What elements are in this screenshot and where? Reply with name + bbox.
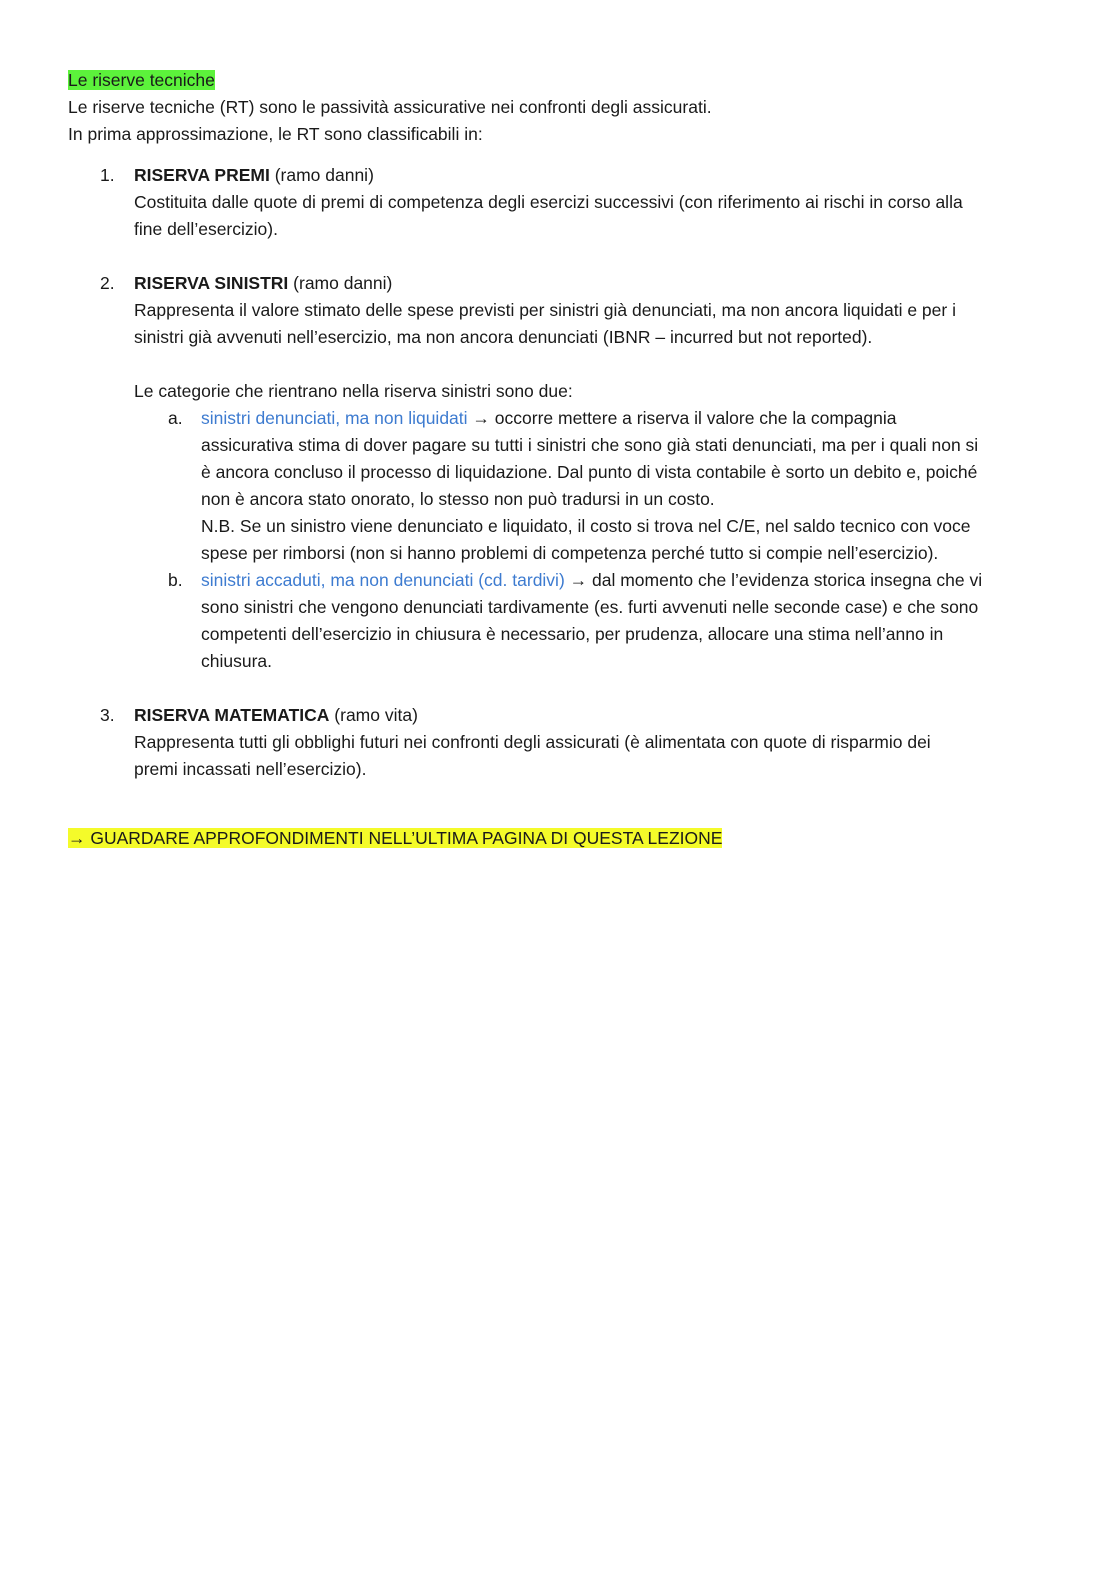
item-1-branch: (ramo danni)	[269, 165, 374, 185]
category-a-heading	[201, 405, 896, 432]
category-b-heading	[201, 567, 982, 594]
footer-note	[68, 825, 722, 852]
category-a-line-2: è ancora concluso il processo di liquidazione. Dal punto di vista contabile è sorto un debito e, poiché	[201, 462, 978, 482]
category-a-line-5: spese per rimborsi (non si hanno problemi di competenza perché tutto si compie nell’esercizio).	[201, 543, 939, 563]
item-3-body-line-1: Rappresenta tutti gli obblighi futuri nei confronti degli assicurati (è alimentata con quote di risparmio dei	[134, 732, 931, 752]
category-b-title: sinistri accaduti, ma non denunciati (cd. tardivi)	[201, 570, 565, 590]
category-b-line-2: competenti dell’esercizio in chiusura è necessario, per prudenza, allocare una stima nell’anno in	[201, 624, 944, 644]
category-b-line-1: sono sinistri che vengono denunciati tardivamente (es. furti avvenuti nelle seconde case) e che sono	[201, 597, 979, 617]
item-2-body-line-1: Rappresenta il valore stimato delle spese previsti per sinistri già denunciati, ma non ancora liquidati e per i	[134, 300, 956, 320]
category-b-arrow-text: → dal momento che l’evidenza storica insegna che vi	[564, 570, 983, 590]
item-1-name: RISERVA PREMI	[134, 165, 270, 185]
item-2-name: RISERVA SINISTRI	[134, 273, 289, 293]
category-a-line-4: N.B. Se un sinistro viene denunciato e liquidato, il costo si trova nel C/E, nel saldo tecnico con voce	[201, 516, 971, 536]
item-2-body-line-2: sinistri già avvenuti nell’esercizio, ma non ancora denunciati (IBNR – incurred but not reported).	[134, 327, 873, 347]
category-b-letter: b.	[168, 570, 183, 590]
category-a-title: sinistri denunciati, ma non liquidati	[201, 408, 468, 428]
item-2-number: 2.	[100, 273, 115, 293]
category-a-letter: a.	[168, 408, 183, 428]
item-1-heading	[134, 162, 374, 189]
item-3-body-line-2: premi incassati nell’esercizio).	[134, 759, 367, 779]
item-3-heading	[134, 702, 418, 729]
category-a-arrow-text: → occorre mettere a riserva il valore che la compagnia	[467, 408, 897, 428]
category-b-line-3: chiusura.	[201, 651, 273, 671]
item-3-name: RISERVA MATEMATICA	[134, 705, 330, 725]
categories-intro: Le categorie che rientrano nella riserva sinistri sono due:	[134, 381, 573, 401]
item-1-number: 1.	[100, 165, 115, 185]
footer-note-text: → GUARDARE APPROFONDIMENTI NELL’ULTIMA PAGINA DI QUESTA LEZIONE	[68, 828, 723, 848]
category-a-line-3: non è ancora stato onorato, lo stesso non può tradursi in un costo.	[201, 489, 715, 509]
category-a-line-1: assicurativa stima di dover pagare su tutti i sinistri che sono già stati denunciati, ma per i quali non si	[201, 435, 979, 455]
item-3-number: 3.	[100, 705, 115, 725]
intro-line-1: Le riserve tecniche (RT) sono le passività assicurative nei confronti degli assicurati.	[68, 97, 712, 117]
item-1-body-line-2: fine dell’esercizio).	[134, 219, 278, 239]
item-2-heading	[134, 270, 392, 297]
section-title-text: Le riserve tecniche	[68, 70, 215, 90]
item-3-branch: (ramo vita)	[329, 705, 418, 725]
item-2-branch: (ramo danni)	[288, 273, 393, 293]
item-1-body-line-1: Costituita dalle quote di premi di competenza degli esercizi successivi (con riferimento ai rischi in corso alla	[134, 192, 963, 212]
section-title	[68, 67, 215, 94]
intro-line-2: In prima approssimazione, le RT sono classificabili in:	[68, 124, 483, 144]
